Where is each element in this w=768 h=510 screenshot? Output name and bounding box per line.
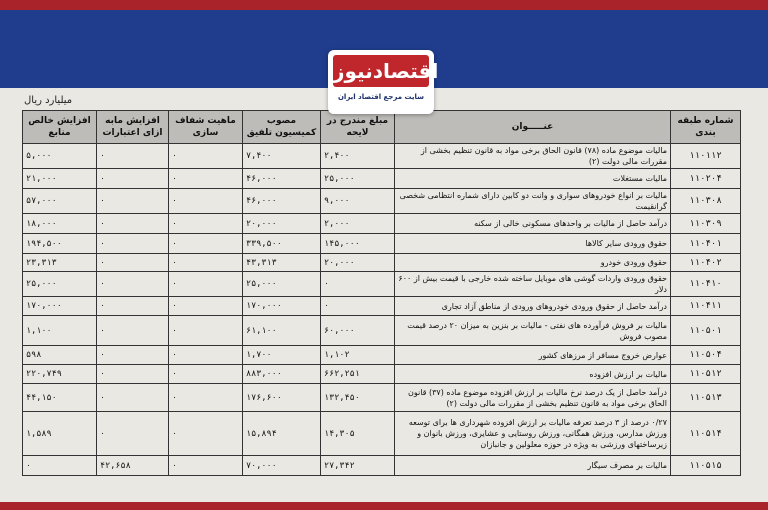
cell-net-increase: ۵۷,۰۰۰ xyxy=(23,189,97,214)
cell-title: مالیات بر انواع خودروهای سواری و وانت دو کابین دارای شماره انتظامی شخصی گرانقیمت xyxy=(395,189,671,214)
cell-commission: ۱۵,۸۹۴ xyxy=(243,412,321,456)
cell-credit-increase: ۰ xyxy=(97,234,169,254)
cell-net-increase: ۱,۱۰۰ xyxy=(23,316,97,346)
cell-commission: ۸۸۳,۰۰۰ xyxy=(243,365,321,384)
cell-transparency: ۰ xyxy=(169,412,243,456)
cell-code: ۱۱۰۱۱۲ xyxy=(671,144,741,169)
cell-transparency: ۰ xyxy=(169,346,243,365)
cell-title: مالیات موضوع ماده (۷۸) قانون الحاق برخی مواد به قانون تنظیم بخشی از مقررات مالی دولت (۲) xyxy=(395,144,671,169)
cell-net-increase: ۴۴,۱۵۰ xyxy=(23,384,97,412)
cell-code: ۱۱۰۵۱۴ xyxy=(671,412,741,456)
cell-code: ۱۱۰۵۰۱ xyxy=(671,316,741,346)
cell-transparency: ۰ xyxy=(169,144,243,169)
cell-bill-amount: ۲۷,۳۴۲ xyxy=(321,456,395,476)
cell-bill-amount: ۱۳۲,۴۵۰ xyxy=(321,384,395,412)
cell-title: عوارض خروج مسافر از مرزهای کشور xyxy=(395,346,671,365)
cell-title: مالیات بر فروش فرآورده های نفتی - مالیات بر بنزین به میزان ۲۰ درصد قیمت مصوب فروش xyxy=(395,316,671,346)
cell-transparency: ۰ xyxy=(169,272,243,297)
logo-tagline: سایت مرجع اقتصاد ایران xyxy=(337,93,425,101)
table-row xyxy=(23,365,741,384)
cell-transparency: ۰ xyxy=(169,254,243,272)
bottom-red-stripe xyxy=(0,502,768,510)
cell-code: ۱۱۰۴۱۱ xyxy=(671,297,741,316)
cell-net-increase: ۲۲۰,۷۴۹ xyxy=(23,365,97,384)
table-row xyxy=(23,189,741,214)
unit-label: میلیارد ریال xyxy=(24,95,73,106)
cell-credit-increase: ۴۲,۶۵۸ xyxy=(97,456,169,476)
cell-commission: ۲۵,۰۰۰ xyxy=(243,272,321,297)
table-row xyxy=(23,234,741,254)
cell-credit-increase: ۰ xyxy=(97,384,169,412)
cell-bill-amount: ۱,۱۰۲ xyxy=(321,346,395,365)
cell-title: مالیات بر مصرف سیگار xyxy=(395,456,671,476)
cell-bill-amount: ۰ xyxy=(321,297,395,316)
cell-commission: ۷۰,۰۰۰ xyxy=(243,456,321,476)
table-row xyxy=(23,316,741,346)
cell-code: ۱۱۰۴۰۲ xyxy=(671,254,741,272)
cell-title: درآمد حاصل از یک درصد نرخ مالیات بر ارزش افزوده موضوع ماده (۳۷) قانون الحاق برخی مواد به قانون تنظیم بخشی از مقررات مالی دولت (۲) xyxy=(395,384,671,412)
cell-commission: ۱۷۰,۰۰۰ xyxy=(243,297,321,316)
cell-title: حقوق ورودی سایر کالاها xyxy=(395,234,671,254)
cell-commission: ۴۳,۳۱۳ xyxy=(243,254,321,272)
cell-commission: ۴۶,۰۰۰ xyxy=(243,169,321,189)
cell-bill-amount: ۲,۴۰۰ xyxy=(321,144,395,169)
logo-brand-text: اقتصادنیوز xyxy=(333,55,429,87)
table-row xyxy=(23,144,741,169)
cell-bill-amount: ۱۴۵,۰۰۰ xyxy=(321,234,395,254)
cell-commission: ۴۶,۰۰۰ xyxy=(243,189,321,214)
cell-code: ۱۱۰۵۱۳ xyxy=(671,384,741,412)
cell-credit-increase: ۰ xyxy=(97,346,169,365)
cell-credit-increase: ۰ xyxy=(97,412,169,456)
table-row xyxy=(23,272,741,297)
cell-net-increase: ۲۵,۰۰۰ xyxy=(23,272,97,297)
col-header-net-increase: افزایش خالص منابع xyxy=(23,111,97,144)
col-header-title: عنـــــوان xyxy=(395,111,671,144)
table-row xyxy=(23,412,741,456)
table-row xyxy=(23,456,741,476)
cell-bill-amount: ۱۴,۳۰۵ xyxy=(321,412,395,456)
cell-transparency: ۰ xyxy=(169,316,243,346)
cell-credit-increase: ۰ xyxy=(97,365,169,384)
top-red-stripe xyxy=(0,0,768,10)
cell-title: مالیات بر ارزش افزوده xyxy=(395,365,671,384)
table-body xyxy=(23,144,741,476)
cell-credit-increase: ۰ xyxy=(97,297,169,316)
cell-transparency: ۰ xyxy=(169,169,243,189)
cell-bill-amount: ۲۵,۰۰۰ xyxy=(321,169,395,189)
cell-code: ۱۱۰۲۰۴ xyxy=(671,169,741,189)
cell-commission: ۱۷۶,۶۰۰ xyxy=(243,384,321,412)
cell-code: ۱۱۰۴۱۰ xyxy=(671,272,741,297)
cell-credit-increase: ۰ xyxy=(97,272,169,297)
cell-title: درآمد حاصل از حقوق ورودی خودروهای ورودی از مناطق آزاد تجاری xyxy=(395,297,671,316)
col-header-bill-amount: مبلغ مندرج در لایحه xyxy=(321,111,395,144)
cell-bill-amount: ۲۰,۰۰۰ xyxy=(321,254,395,272)
cell-bill-amount: ۹,۰۰۰ xyxy=(321,189,395,214)
cell-bill-amount: ۲,۰۰۰ xyxy=(321,214,395,234)
cell-commission: ۱,۷۰۰ xyxy=(243,346,321,365)
cell-net-increase: ۱۷۰,۰۰۰ xyxy=(23,297,97,316)
cell-code: ۱۱۰۳۰۸ xyxy=(671,189,741,214)
cell-net-increase: ۵,۰۰۰ xyxy=(23,144,97,169)
table-row xyxy=(23,169,741,189)
document-sheet xyxy=(0,88,768,502)
cell-title: حقوق ورودی خودرو xyxy=(395,254,671,272)
cell-transparency: ۰ xyxy=(169,214,243,234)
table-row xyxy=(23,214,741,234)
cell-transparency: ۰ xyxy=(169,189,243,214)
cell-transparency: ۰ xyxy=(169,365,243,384)
budget-table xyxy=(22,110,741,476)
table-row xyxy=(23,254,741,272)
cell-commission: ۷,۴۰۰ xyxy=(243,144,321,169)
cell-bill-amount: ۰ xyxy=(321,272,395,297)
cell-code: ۱۱۰۴۰۱ xyxy=(671,234,741,254)
cell-net-increase: ۱,۵۸۹ xyxy=(23,412,97,456)
cell-net-increase: ۱۸,۰۰۰ xyxy=(23,214,97,234)
cell-net-increase: ۰ xyxy=(23,456,97,476)
col-header-code: شماره طبقه بندی xyxy=(671,111,741,144)
table-row xyxy=(23,346,741,365)
brand-logo xyxy=(328,50,439,114)
cell-title: درآمد حاصل از مالیات بر واحدهای مسکونی خالی از سکنه xyxy=(395,214,671,234)
cell-commission: ۳۳۹,۵۰۰ xyxy=(243,234,321,254)
col-header-transparency: ماهیت شفاف سازی xyxy=(169,111,243,144)
cell-net-increase: ۲۱,۰۰۰ xyxy=(23,169,97,189)
cell-net-increase: ۱۹۴,۵۰۰ xyxy=(23,234,97,254)
cell-credit-increase: ۰ xyxy=(97,214,169,234)
cell-transparency: ۰ xyxy=(169,384,243,412)
cell-credit-increase: ۰ xyxy=(97,316,169,346)
col-header-credit-increase: افزایش مابه ازای اعتبارات xyxy=(97,111,169,144)
table-row xyxy=(23,297,741,316)
cell-code: ۱۱۰۵۰۴ xyxy=(671,346,741,365)
cell-credit-increase: ۰ xyxy=(97,189,169,214)
cell-net-increase: ۵۹۸ xyxy=(23,346,97,365)
table-row xyxy=(23,384,741,412)
cell-title: حقوق ورودی واردات گوشی های موبایل ساخته شده خارجی با قیمت بیش از ۶۰۰ دلار xyxy=(395,272,671,297)
cell-code: ۱۱۰۳۰۹ xyxy=(671,214,741,234)
cell-code: ۱۱۰۵۱۲ xyxy=(671,365,741,384)
cell-title: ۰/۲۷ درصد از ۳ درصد تعرفه مالیات بر ارزش افزوده شهرداری ها برای توسعه ورزش مدارس، ورزش همگانی، ورزش روستایی و عشایری، ورزش بانوان و زیرساختهای ورزشی به ویژه در حوزه معلولین و جانبازان xyxy=(395,412,671,456)
cell-title: مالیات مستغلات xyxy=(395,169,671,189)
cell-transparency: ۰ xyxy=(169,297,243,316)
cell-code: ۱۱۰۵۱۵ xyxy=(671,456,741,476)
cell-credit-increase: ۰ xyxy=(97,254,169,272)
col-header-commission: مصوب کمیسیون تلفیق xyxy=(243,111,321,144)
cell-credit-increase: ۰ xyxy=(97,169,169,189)
cell-bill-amount: ۶۶۲,۲۵۱ xyxy=(321,365,395,384)
cell-credit-increase: ۰ xyxy=(97,144,169,169)
cell-net-increase: ۲۳,۳۱۳ xyxy=(23,254,97,272)
cell-commission: ۲۰,۰۰۰ xyxy=(243,214,321,234)
cell-commission: ۶۱,۱۰۰ xyxy=(243,316,321,346)
cell-transparency: ۰ xyxy=(169,234,243,254)
cell-bill-amount: ۶۰,۰۰۰ xyxy=(321,316,395,346)
cell-transparency: ۰ xyxy=(169,456,243,476)
table-header-row xyxy=(23,111,741,144)
